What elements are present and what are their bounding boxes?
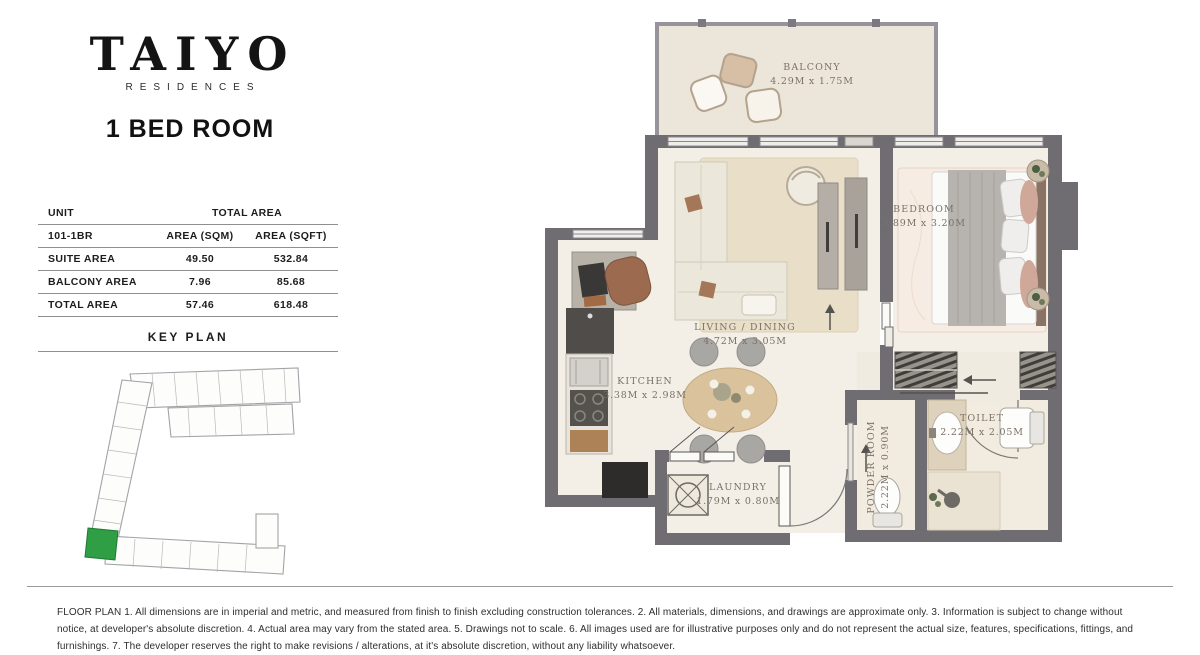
powder-room-label: POWDER ROOM xyxy=(866,420,877,514)
pillow xyxy=(1001,219,1030,253)
bedroom-door-panel xyxy=(882,303,890,329)
coffee-table xyxy=(742,295,776,315)
brand-logo: TAIYO xyxy=(89,27,297,81)
bedroom-dims: 3.89M x 3.20M xyxy=(882,218,966,229)
row-label: SUITE AREA xyxy=(48,253,116,265)
living-room-furniture xyxy=(675,158,867,332)
disclaimer-text: FLOOR PLAN 1. All dimensions are in imperial and metric, and measured from finish to finish excluding construction tolerances. 2. All materials, dimensions, and drawings are approximate only. 3. Information is subject to change without notice, at developer's absolute discretion. 4. Actual area may vary from the stated area. 5. Drawings not to scale. 6. All images used are for illustrative purposes only and do not represent the actual size, features, specifications, fittings, and furnishings. 7. The developer reserves the right to make revisions / alterations, at it's absolute discretion, without any liability whatsoever. xyxy=(57,607,1134,652)
col-sqm-header: AREA (SQM) xyxy=(166,230,234,242)
brand-subtitle: RESIDENCES xyxy=(125,82,261,94)
living-dining-label: LIVING / DINING xyxy=(694,322,796,333)
key-plan-title: KEY PLAN xyxy=(38,330,338,352)
bedroom-furniture xyxy=(898,160,1049,332)
toilet-dims: 2.22M x 2.05M xyxy=(940,427,1024,438)
row-sqft: 85.68 xyxy=(276,276,306,288)
balcony-area xyxy=(655,19,938,140)
wardrobe-right xyxy=(1020,352,1056,388)
accent-pillow xyxy=(1020,180,1038,224)
page-title: 1 BED ROOM xyxy=(105,115,275,144)
dining-table xyxy=(683,368,777,432)
powder-room-door xyxy=(848,423,853,481)
row-sqm: 7.96 xyxy=(188,276,212,288)
row-label: BALCONY AREA xyxy=(48,276,137,288)
laundry-label: LAUNDRY xyxy=(709,482,767,493)
kitchen-dims: 3.38M x 2.98M xyxy=(603,390,687,401)
toilet-label: TOILET xyxy=(959,413,1005,424)
row-sqm: 57.46 xyxy=(185,299,215,311)
balcony-door xyxy=(845,137,873,146)
row-sqft: 532.84 xyxy=(273,253,309,265)
bedroom-door-panel-2 xyxy=(885,327,893,347)
col-total-area-header: TOTAL AREA xyxy=(211,207,283,219)
wood-board xyxy=(570,430,608,452)
nightstand-top xyxy=(1027,160,1049,182)
bedroom-label: BEDROOM xyxy=(893,204,955,215)
footer-divider xyxy=(27,586,1173,587)
nightstand-bottom xyxy=(1027,288,1049,310)
living-dining-dims: 4.72M x 3.05M xyxy=(703,336,787,347)
balcony-dims: 4.29M x 1.75M xyxy=(770,76,854,87)
row-label: TOTAL AREA xyxy=(48,299,119,311)
row-sqm: 49.50 xyxy=(185,253,215,265)
floor-mat xyxy=(602,462,648,498)
blanket xyxy=(948,170,1006,326)
col-unit-header: UNIT xyxy=(48,207,75,219)
balcony-label: BALCONY xyxy=(783,62,841,73)
row-sqft: 618.48 xyxy=(273,299,309,311)
powder-room-dims: 2.22M x 0.90M xyxy=(880,425,891,509)
kitchen-label: KITCHEN xyxy=(617,376,673,387)
shower-area xyxy=(928,472,1000,530)
col-sqft-header: AREA (SQFT) xyxy=(255,230,327,242)
laundry-dims: 1.79M x 0.80M xyxy=(696,496,780,507)
unit-id: 101-1BR xyxy=(48,230,93,242)
